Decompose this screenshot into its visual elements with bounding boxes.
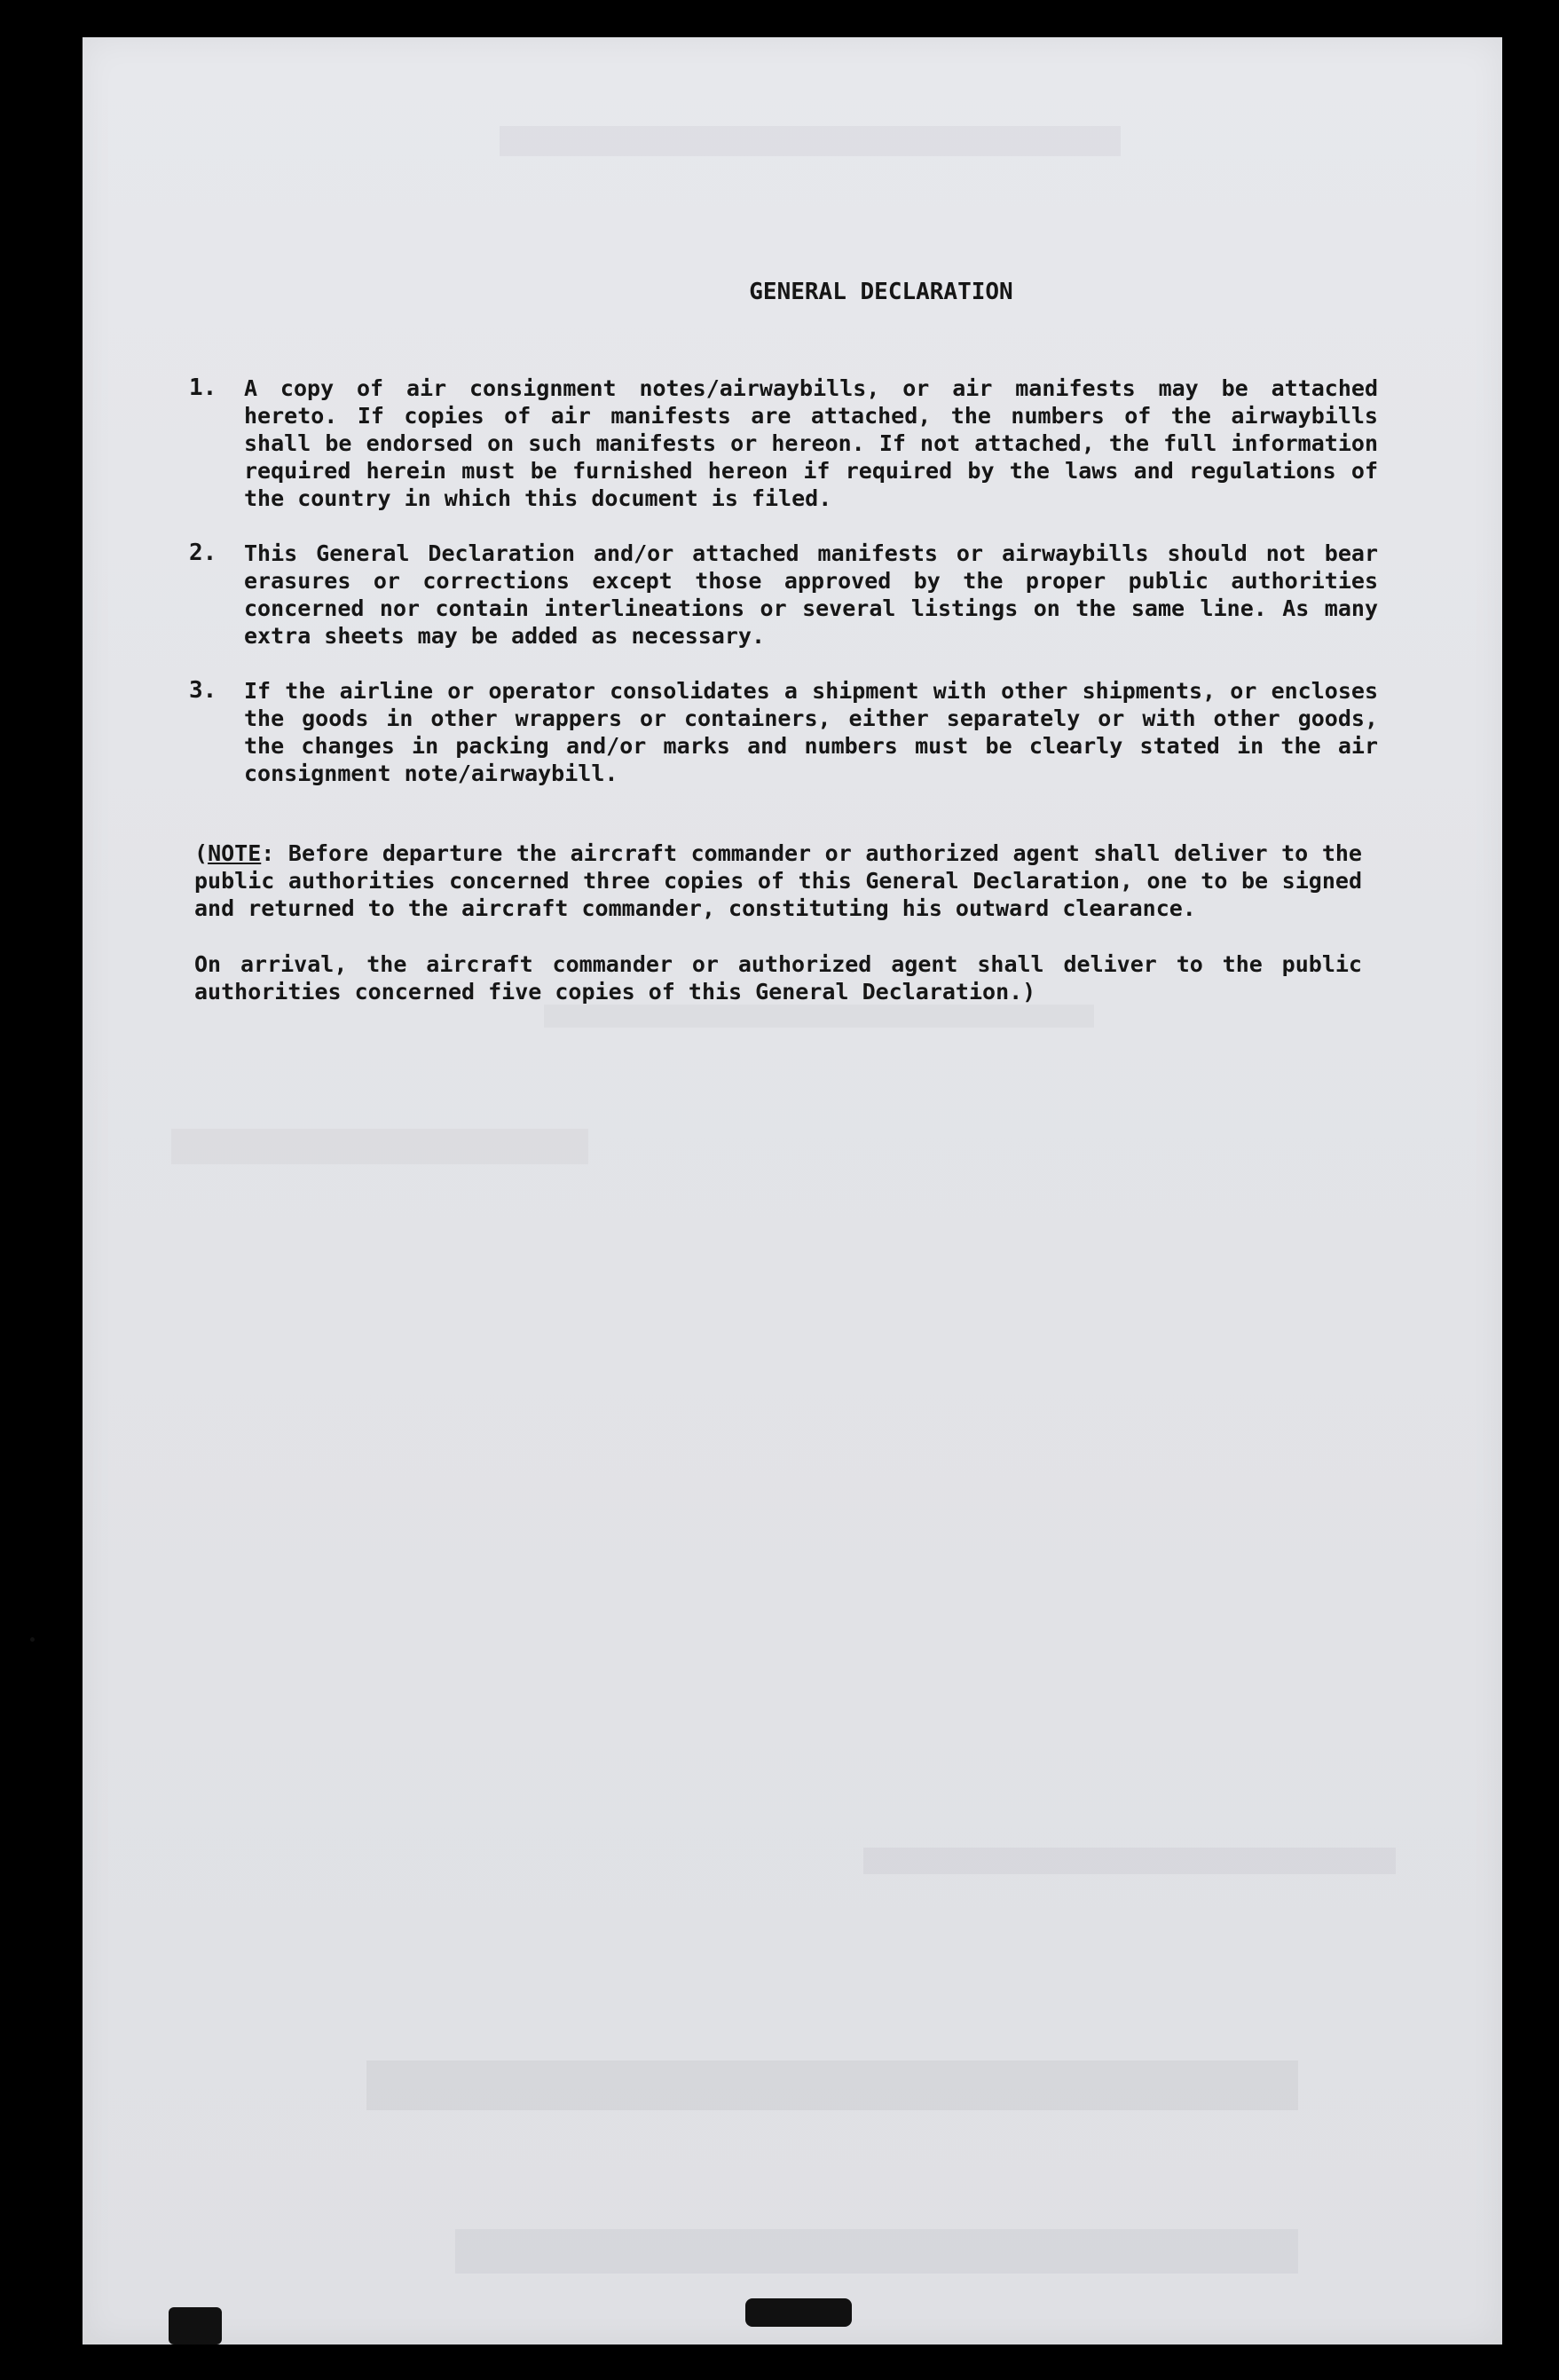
list-item — [189, 374, 1449, 516]
item-number: 2. — [189, 540, 217, 566]
list-item — [189, 677, 1449, 792]
arrival-paragraph: On arrival, the aircraft commander or authorized agent shall deliver to the public authorities concerned five copies of this General Declaration.) — [194, 951, 1362, 1005]
scan-speck — [745, 2298, 852, 2327]
scan-speck — [169, 2307, 222, 2345]
item-number: 1. — [189, 374, 217, 401]
note-open-paren: ( — [194, 840, 209, 866]
list-item — [189, 540, 1449, 655]
item-number: 3. — [189, 677, 217, 704]
note-label: NOTE — [208, 840, 262, 866]
bleed-mark — [863, 1848, 1396, 1874]
bleed-mark — [455, 2229, 1298, 2274]
document-title: GENERAL DECLARATION — [749, 279, 1013, 305]
bleed-mark — [366, 2061, 1298, 2110]
scan-speck — [30, 1637, 35, 1642]
item-text: If the airline or operator consolidates a shipment with other shipments, or encloses the goods in other wrappers or containers, either separately or with other goods, the changes in packing and/or marks and numbers must be clearly stated in the air consignment note/airwaybill. — [244, 678, 1378, 786]
item-text: A copy of air consignment notes/airwaybills, or air manifests may be attached hereto. If copies of air manifests are attached, the numbers of the airwaybills shall be endorsed on such manifests or hereon. If not attached, the full information required herein must be furnished hereon if required by the laws and regulations of the country in which this document is filed. — [244, 375, 1378, 511]
note-text: : Before departure the aircraft commander or authorized agent shall deliver to the public authorities concerned three copies of this General Declaration, one to be signed and returned to the aircraft commander, constituting his outward clearance. — [194, 840, 1362, 921]
bleed-mark — [500, 126, 1121, 156]
bleed-mark — [544, 1005, 1094, 1028]
bleed-mark — [171, 1129, 588, 1164]
note-paragraph — [194, 839, 1362, 922]
document-page — [83, 37, 1502, 2345]
item-text: This General Declaration and/or attached manifests or airwaybills should not bear erasures or corrections except those approved by the proper public authorities concerned nor contain interlineations or several listings on the same line. As many extra sheets may be added as necessary. — [244, 540, 1378, 649]
